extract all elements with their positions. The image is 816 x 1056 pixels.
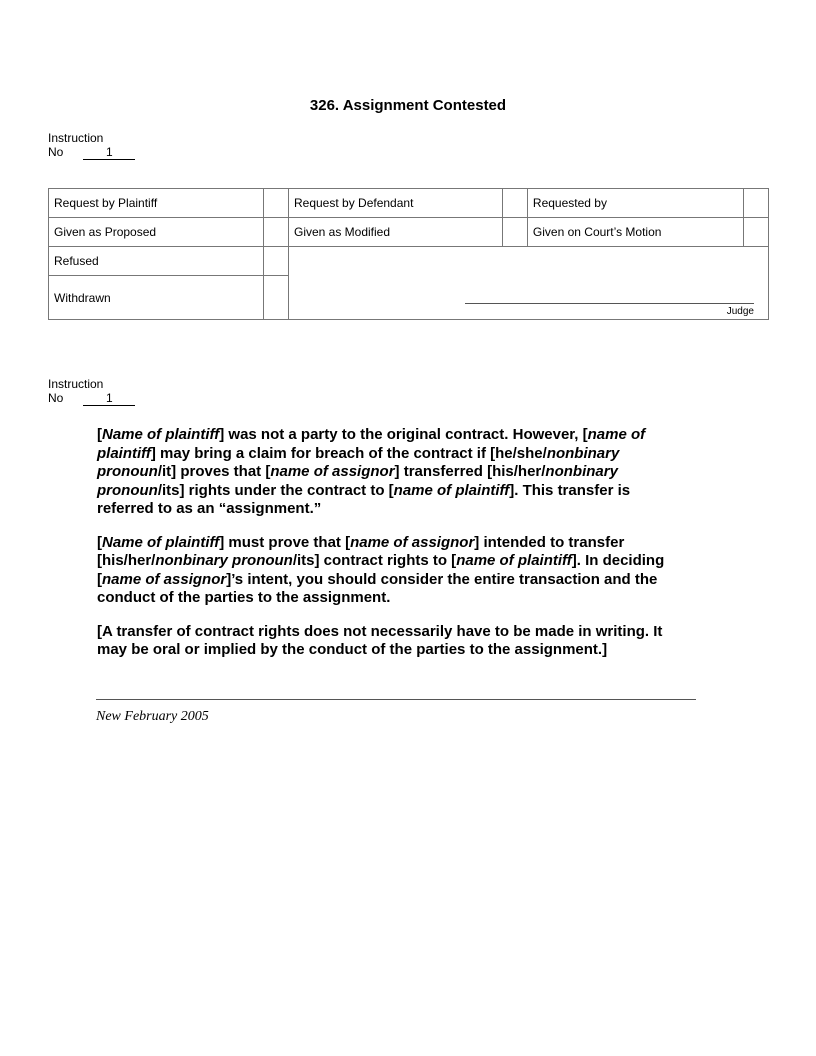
- footer-divider: [96, 699, 696, 700]
- placeholder-text: plaintiff: [97, 444, 151, 462]
- placeholder-text: Name of plaintiff: [102, 426, 220, 443]
- placeholder-text: name of plaintiff: [456, 552, 572, 569]
- text-segment: /its] rights under the contract to [: [157, 481, 394, 499]
- text-segment: ]’s intent, you should consider the entire transaction and the: [226, 570, 658, 588]
- paragraph-line: [97, 463, 737, 482]
- refused-checkbox[interactable]: [264, 247, 289, 276]
- text-segment: may be oral or implied by the conduct of the parties to the assignment.]: [97, 641, 608, 658]
- placeholder-text: name of plaintiff: [393, 481, 510, 499]
- text-segment: [: [97, 570, 102, 588]
- text-segment: ] transferred [his/her/: [394, 463, 546, 480]
- instruction-body: [97, 426, 737, 675]
- paragraph-line: [97, 571, 737, 590]
- given-as-modified-checkbox[interactable]: [503, 218, 528, 247]
- judge-signature-line: [465, 303, 754, 304]
- withdrawn-label: Withdrawn: [49, 276, 264, 320]
- given-on-courts-motion-checkbox[interactable]: [744, 218, 769, 247]
- no-label: No: [48, 391, 64, 405]
- given-as-proposed-label: Given as Proposed: [49, 218, 264, 247]
- given-as-modified-label: Given as Modified: [288, 218, 502, 247]
- placeholder-text: name of assignor: [102, 570, 227, 588]
- page-title: 326. Assignment Contested: [309, 97, 507, 114]
- instruction-paragraph: [97, 623, 737, 660]
- text-segment: ] may bring a claim for breach of the contract if [he/she/: [150, 444, 547, 462]
- instruction-label: Instruction: [48, 131, 104, 145]
- request-by-defendant-checkbox[interactable]: [503, 189, 528, 218]
- text-segment: [: [97, 533, 102, 551]
- text-segment: ] was not a party to the original contract. However, [: [219, 426, 588, 443]
- text-segment: [A transfer of contract rights does not necessarily have to be made in writing. It: [97, 622, 663, 640]
- text-segment: ]. This transfer is: [509, 481, 631, 499]
- text-segment: [his/her/: [97, 552, 156, 569]
- request-by-defendant-label: Request by Defendant: [288, 189, 502, 218]
- text-segment: referred to as an “assignment.”: [97, 500, 322, 517]
- placeholder-text: nonbinary pronoun: [155, 552, 293, 569]
- placeholder-text: pronoun: [97, 481, 158, 499]
- paragraph-line: [97, 534, 737, 553]
- instruction-disposition-table: [48, 188, 769, 320]
- revision-note: New February 2005: [96, 709, 209, 724]
- refused-label: Refused: [49, 247, 264, 276]
- instruction-number-block-2: [48, 377, 135, 406]
- paragraph-line: [97, 589, 737, 608]
- text-segment: /it] proves that [: [157, 463, 271, 480]
- paragraph-line: [97, 482, 737, 501]
- instruction-label: Instruction: [48, 377, 104, 391]
- instruction-number: 1: [83, 146, 135, 160]
- judge-label: Judge: [726, 306, 754, 317]
- placeholder-text: name of assignor: [350, 533, 475, 551]
- text-segment: ] intended to transfer: [474, 533, 625, 551]
- placeholder-text: pronoun: [97, 463, 158, 480]
- given-as-proposed-checkbox[interactable]: [264, 218, 289, 247]
- instruction-paragraph: [97, 426, 737, 519]
- paragraph-line: [97, 426, 737, 445]
- placeholder-text: Name of plaintiff: [102, 533, 220, 551]
- text-segment: /its] contract rights to [: [292, 552, 457, 569]
- no-label: No: [48, 145, 64, 159]
- instruction-number: 1: [83, 392, 135, 406]
- withdrawn-checkbox[interactable]: [264, 276, 289, 320]
- paragraph-line: [97, 623, 737, 642]
- request-by-plaintiff-checkbox[interactable]: [264, 189, 289, 218]
- placeholder-text: name of: [587, 426, 646, 443]
- judge-signature-area[interactable]: [288, 247, 768, 320]
- text-segment: ] must prove that [: [219, 533, 351, 551]
- paragraph-line: [97, 500, 737, 519]
- given-on-courts-motion-label: Given on Court’s Motion: [527, 218, 743, 247]
- text-segment: [: [97, 426, 102, 443]
- placeholder-text: nonbinary: [546, 444, 620, 462]
- instruction-paragraph: [97, 534, 737, 608]
- placeholder-text: name of assignor: [270, 463, 395, 480]
- request-by-plaintiff-label: Request by Plaintiff: [49, 189, 264, 218]
- text-segment: ]. In deciding: [571, 552, 665, 569]
- paragraph-line: [97, 445, 737, 464]
- text-segment: conduct of the parties to the assignment.: [97, 589, 391, 606]
- placeholder-text: nonbinary: [545, 463, 618, 480]
- paragraph-line: [97, 552, 737, 571]
- instruction-number-block: [48, 131, 135, 160]
- requested-by-checkbox[interactable]: [744, 189, 769, 218]
- paragraph-line: [97, 641, 737, 660]
- requested-by-label: Requested by: [527, 189, 743, 218]
